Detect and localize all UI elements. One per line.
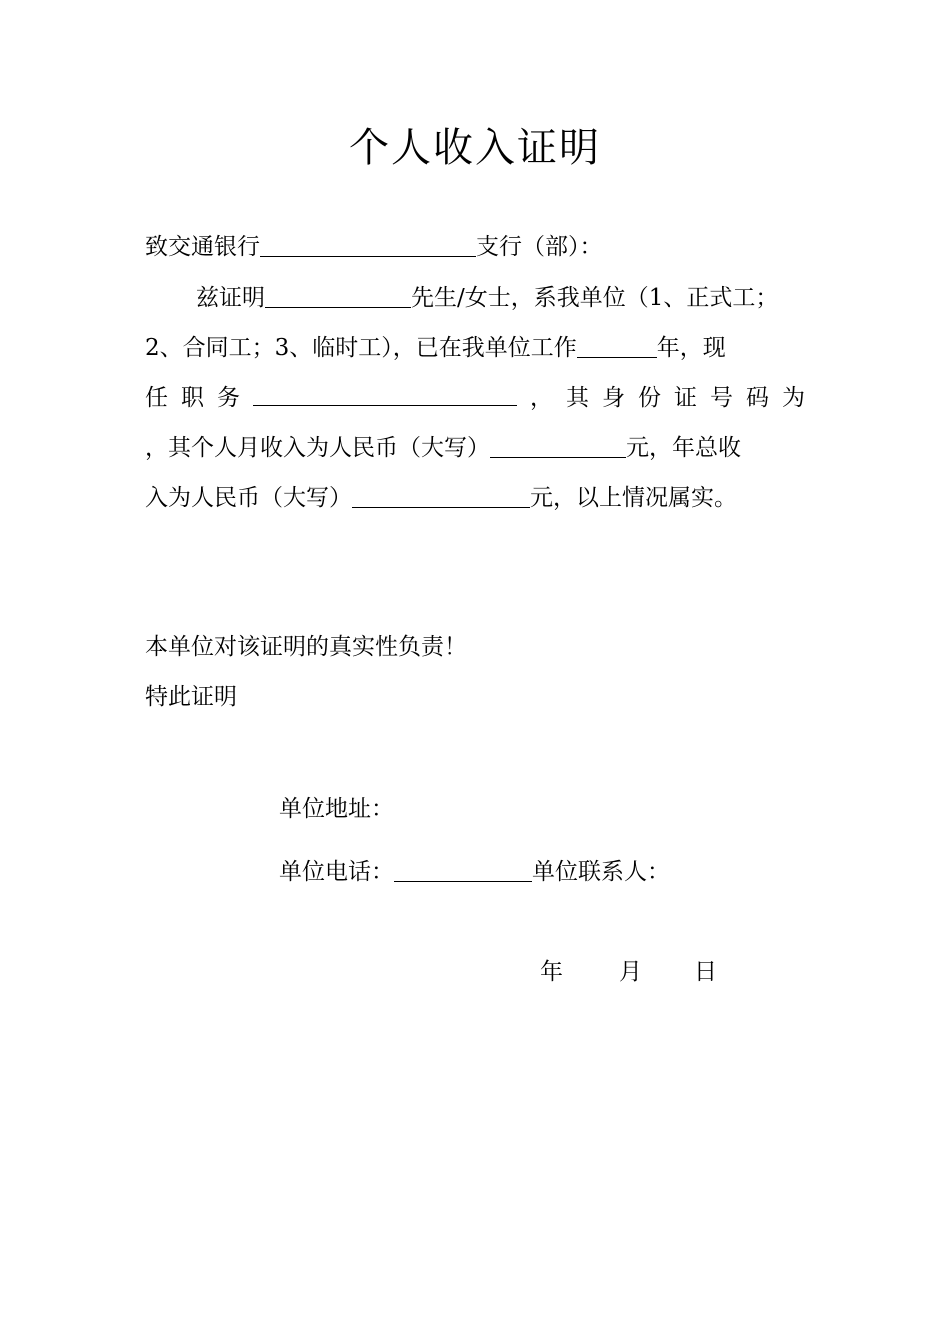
char: 号	[710, 385, 733, 411]
unit-address-label: 单位地址：	[279, 796, 394, 822]
date-day: 日	[694, 959, 717, 985]
char: 码	[746, 385, 769, 411]
paragraph-line-4	[145, 381, 805, 415]
char: 务	[217, 385, 240, 411]
paragraph-line-5	[145, 431, 741, 465]
text-gender-unit: 先生/女士，系我单位（1、正式工；	[411, 285, 779, 311]
date-month: 月	[619, 959, 642, 985]
certify-statement: 特此证明	[145, 684, 237, 710]
char: 份	[638, 385, 661, 411]
unit-phone-line	[279, 855, 670, 889]
unit-phone-label: 单位电话：	[279, 859, 394, 885]
addressee-line	[145, 230, 603, 264]
paragraph-line-6	[145, 481, 737, 515]
char: ，	[530, 385, 553, 411]
char: 职	[181, 385, 204, 411]
phone-blank[interactable]	[394, 857, 532, 882]
char: 任	[145, 385, 168, 411]
date-year: 年	[540, 959, 563, 985]
position-blank[interactable]	[253, 381, 517, 406]
branch-blank[interactable]	[260, 232, 476, 257]
unit-contact-label: 单位联系人：	[532, 859, 670, 885]
text-yuan-annual: 元，年总收	[626, 435, 741, 461]
char: 其	[566, 385, 589, 411]
addressee-prefix: 致交通银行	[145, 234, 260, 260]
char: 证	[674, 385, 697, 411]
text-certify-that: 兹证明	[196, 285, 265, 311]
annual-income-blank[interactable]	[352, 483, 530, 508]
text-yuan-true: 元，以上情况属实。	[530, 485, 737, 511]
paragraph-line-2	[196, 281, 778, 315]
date-line	[540, 955, 717, 989]
responsibility-statement: 本单位对该证明的真实性负责！	[145, 634, 467, 660]
addressee-suffix: 支行（部）：	[476, 234, 603, 260]
monthly-income-blank[interactable]	[490, 433, 626, 458]
text-annual-income: 入为人民币（大写）	[145, 485, 352, 511]
years-blank[interactable]	[577, 333, 657, 358]
text-monthly-income: ，其个人月收入为人民币（大写）	[145, 435, 490, 461]
text-year-current: 年，现	[656, 335, 726, 361]
char: 身	[602, 385, 625, 411]
char: 为	[782, 385, 805, 411]
document-title: 个人收入证明	[349, 125, 601, 171]
name-blank[interactable]	[265, 283, 411, 308]
text-employment-type: 2、合同工；3、临时工），已在我单位工作	[145, 335, 577, 361]
paragraph-line-3	[145, 331, 726, 365]
